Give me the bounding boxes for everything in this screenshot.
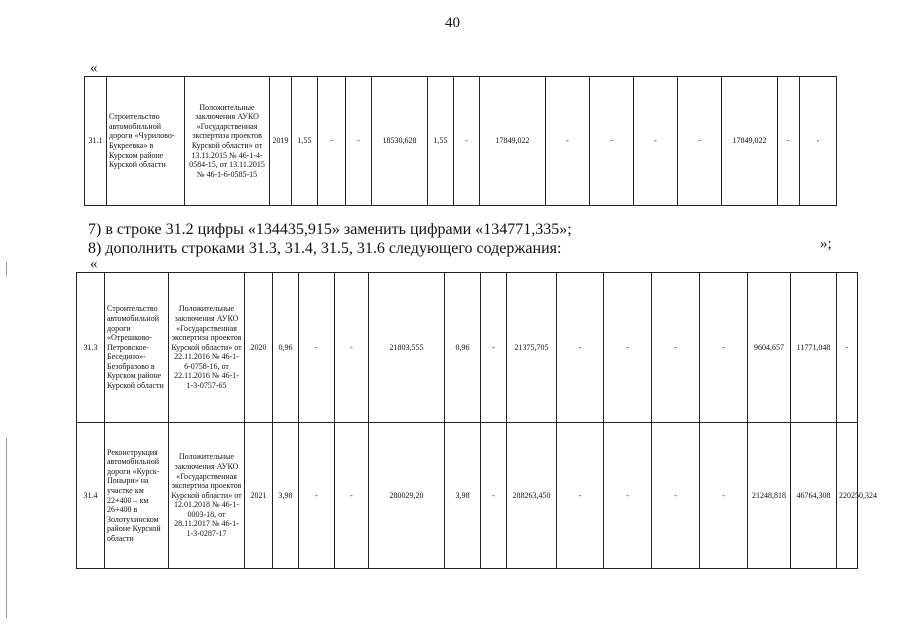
cell-amount: 21248,818 (748, 423, 791, 569)
cell-amount: 220250,324 (837, 423, 858, 569)
cell: - (652, 273, 700, 423)
cell: - (346, 77, 372, 206)
cell-amount: 288263,450 (507, 423, 557, 569)
cell: - (800, 77, 837, 206)
cell-amount: 46764,308 (791, 423, 837, 569)
project-name: Строительство автомобильной дороги «Чурилово-Букреевка» в Курском районе Курской области (107, 77, 185, 206)
cell-year: 2020 (245, 273, 273, 423)
table-rows-31-3-31-4 (76, 272, 877, 569)
table-row (85, 77, 837, 206)
cell: - (299, 423, 335, 569)
expert-conclusion: Положительные заключения АУКО «Государственная экспертиза проектов Курской области» от 12.01.2018 № 46-1-0003-18, от 28.11.2017 № 46-1-1-3-0287-17 (169, 423, 245, 569)
table-row (77, 423, 858, 569)
cell: - (546, 77, 590, 206)
cell-year: 2021 (245, 423, 273, 569)
cell: - (557, 273, 604, 423)
cell: - (678, 77, 722, 206)
row-number: 31.1 (85, 77, 107, 206)
margin-mark (6, 262, 7, 276)
cell-length: 1,55 (292, 77, 318, 206)
cell: - (557, 423, 604, 569)
cell: - (481, 273, 507, 423)
cell: - (604, 273, 652, 423)
project-name: Строительство автомобильной дороги «Отрешково-Петровское-Беседино»-Безобразово в Курском районе Курской области (105, 273, 169, 423)
closing-quote: »; (820, 236, 832, 252)
cell: 3,98 (445, 423, 481, 569)
page-number: 40 (445, 15, 460, 31)
cell: - (299, 273, 335, 423)
cell: - (700, 423, 748, 569)
cell: - (481, 423, 507, 569)
cell: - (335, 273, 369, 423)
cell: 1,55 (428, 77, 454, 206)
opening-quote: « (90, 60, 98, 76)
cell: - (590, 77, 634, 206)
instruction-7: 7) в строке 31.2 цифры «134435,915» заменить цифрами «134771,335»; (88, 221, 572, 238)
cell-amount: 17849,022 (480, 77, 546, 206)
cell: - (778, 77, 800, 206)
cell-cost: 18530,628 (372, 77, 428, 206)
row-number: 31.4 (77, 423, 105, 569)
cell-amount: 17849,022 (722, 77, 778, 206)
cell-length: 0,96 (273, 273, 299, 423)
cell: - (335, 423, 369, 569)
cell-cost: 280029,20 (369, 423, 445, 569)
cell: - (318, 77, 346, 206)
opening-quote: « (90, 256, 98, 272)
instruction-8: 8) дополнить строками 31.3, 31.4, 31.5, 31.6 следующего содержания: (88, 240, 562, 257)
table-row (77, 273, 858, 423)
margin-mark (6, 438, 7, 618)
cell-cost: 21803,555 (369, 273, 445, 423)
table-row-31-1-container (84, 76, 837, 206)
cell: - (652, 423, 700, 569)
expert-conclusion: Положительные заключения АУКО «Государственная экспертиза проектов Курской области» от 22.11.2016 № 46-1-6-0758-16, от 22.11.2016 № 46-1-1-3-0757-65 (169, 273, 245, 423)
cell-amount: 9604,657 (748, 273, 791, 423)
cell: 0,96 (445, 273, 481, 423)
cell: - (604, 423, 652, 569)
cell: - (634, 77, 678, 206)
expert-conclusion: Положительные заключения АУКО «Государственная экспертиза проектов Курской области» от 13.11.2015 № 46-1-4-0584-15, от 13.11.2015 № 46-1-6-0585-15 (185, 77, 270, 206)
cell-amount: 21375,705 (507, 273, 557, 423)
cell: - (454, 77, 480, 206)
cell-length: 3,98 (273, 423, 299, 569)
cell-amount: 11771,048 (791, 273, 837, 423)
cell: - (837, 273, 858, 423)
project-name: Реконструкция автомобильной дороги «Курск-Поныри» на участке км 22+400 – км 26+400 в Золотухинском районе Курской области (105, 423, 169, 569)
cell: - (700, 273, 748, 423)
cell-year: 2019 (270, 77, 292, 206)
row-number: 31.3 (77, 273, 105, 423)
